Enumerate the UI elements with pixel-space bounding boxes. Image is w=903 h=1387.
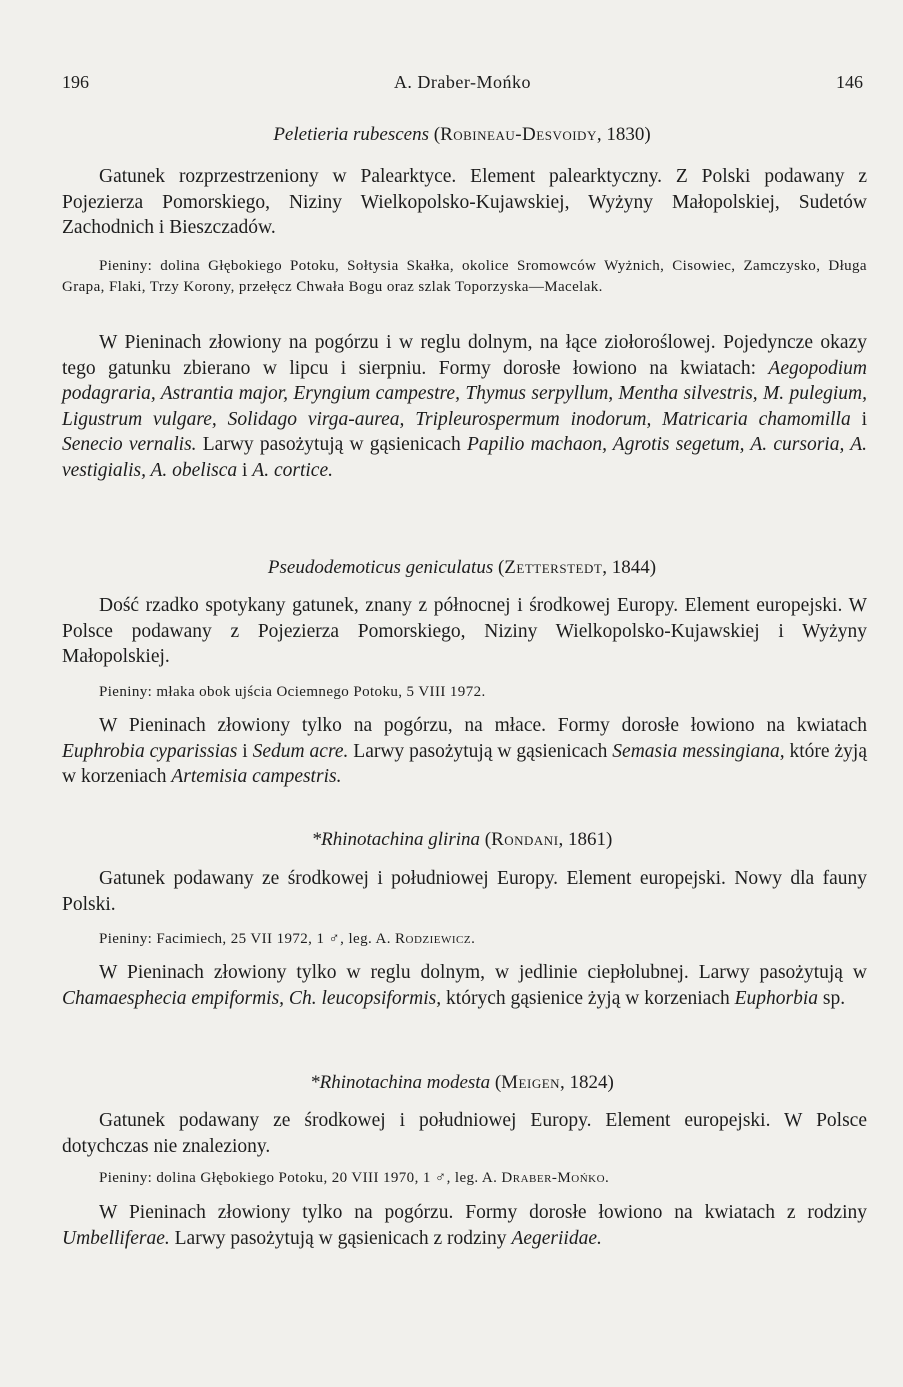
text: W Pieninach złowiony na pogórzu i w reglu dolnym, na łące ziołoroślowej. Pojedyncze okazy tego gatunku zbierano w lipcu i sierpniu. Formy dorosłe łowiono na kwiatach: (62, 332, 867, 379)
species-name: *Rhinotachina glirina (311, 829, 480, 850)
locality-record: Pieniny: dolina Głębokiego Potoku, Sołtysia Skałka, okolice Sromowców Wyżnich, Cisowiec, Zamczysko, Długa Grapa, Flaki, Trzy Korony, przełęcz Chwała Bogu oraz szlak Toporzyska—Macelak. (62, 258, 867, 295)
text: Larwy pasożytują w gąsienicach (348, 740, 613, 762)
taxon-names: Chamaesphecia empiformis, Ch. leucopsiformis, (62, 987, 442, 1009)
taxon-names: Euphrobia cyparissias (62, 740, 238, 762)
species-author: Meigen (501, 1072, 561, 1093)
taxon-names: Papilio machaon, Agrotis segetum, A. cursoria, A. vestigialis, A. obelisca (62, 434, 867, 481)
locality-record: Pieniny: młaka obok ujścia Ociemnego Potoku, 5 VIII 1972. (99, 684, 486, 700)
text: których gąsienice żyją w korzeniach (441, 987, 735, 1009)
taxon-names: Artemisia campestris. (171, 766, 342, 788)
species-heading (62, 829, 862, 851)
taxon-names: Sedum acre. (252, 740, 349, 762)
distribution-paragraph: Gatunek podawany ze środkowej i południowej Europy. Element europejski. Nowy dla fauny Polski. (62, 868, 867, 915)
species-author: Zetterstedt (504, 557, 603, 578)
locality-record (62, 929, 867, 950)
taxon-names: Aegopodium podagraria, Astrantia major, Eryngium campestre, Thymus serpyllum, Mentha silvestris, M. pulegium, Ligustrum vulgare, Solidago virga-aurea, Tripleurospermum inodorum, Matricaria chamomilla (62, 357, 867, 430)
text: i (850, 408, 867, 430)
collector-name: Rodziewicz. (395, 931, 476, 947)
text: Pieniny: dolina Głębokiego Potoku, 20 VIII 1970, 1 ♂, leg. A. (99, 1170, 502, 1186)
page-number-right: 146 (836, 72, 863, 92)
species-author: Rondani (491, 829, 559, 850)
author-year: , 1830) (596, 124, 651, 145)
taxon-names: Semasia messingiana, (612, 740, 785, 762)
species-name: Peletieria rubescens (273, 124, 429, 145)
page-number-left: 196 (62, 72, 89, 92)
text: W Pieninach złowiony tylko na pogórzu. Formy dorosłe łowiono na kwiatach z rodziny (99, 1202, 867, 1223)
author-open: ( (428, 124, 441, 145)
author-year: , 1861) (558, 829, 613, 850)
text: Larwy pasożytują w gąsienicach (196, 434, 467, 456)
species-heading (62, 557, 862, 579)
distribution-paragraph: Dość rzadko spotykany gatunek, znany z północnej i środkowej Europy. Element europejski. W Polsce podawany z Pojezierza Pomorskiego, Niziny Wielkopolsko-Kujawskiej i Wyżyny Małopolskiej. (62, 595, 867, 668)
biology-paragraph (62, 960, 867, 1011)
species-author: Robineau-Desvoidy (440, 124, 597, 145)
species-heading (62, 124, 862, 146)
text: i (237, 459, 253, 481)
text: które żyją w korzeniach (62, 740, 867, 788)
author-year: , 1824) (560, 1072, 614, 1093)
locality-record (62, 1168, 867, 1189)
species-name: *Rhinotachina modesta (310, 1072, 491, 1093)
text: sp. (818, 987, 846, 1009)
taxon-names: Euphorbia (734, 987, 819, 1009)
biology-paragraph (62, 713, 867, 790)
biology-paragraph (62, 330, 867, 484)
author-year: , 1844) (602, 557, 657, 578)
taxon-names: Senecio vernalis. (62, 434, 197, 456)
text: i (237, 740, 253, 762)
taxon-names: A. cortice. (252, 459, 333, 481)
text: Larwy pasożytują w gąsienicach z rodziny (169, 1227, 512, 1249)
biology-paragraph (62, 1200, 867, 1251)
text: Pieniny: Facimiech, 25 VII 1972, 1 ♂, leg. A. (99, 931, 396, 947)
running-author: A. Draber-Mońko (393, 72, 532, 92)
text: W Pieninach złowiony tylko w reglu dolnym, w jedlinie ciepłolubnej. Larwy pasożytują w (99, 962, 867, 983)
text: W Pieninach złowiony tylko na pogórzu, na młace. Formy dorosłe łowiono na kwiatach (99, 715, 867, 736)
author-open: ( (493, 557, 505, 578)
distribution-paragraph: Gatunek podawany ze środkowej i południowej Europy. Element europejski. W Polsce dotychczas nie znaleziony. (62, 1110, 867, 1157)
collector-name: Draber-Mońko. (501, 1170, 610, 1186)
taxon-names: Umbelliferae. (62, 1227, 170, 1249)
taxon-names: Aegeriidae. (511, 1227, 602, 1249)
species-heading (62, 1072, 862, 1094)
author-open: ( (490, 1072, 502, 1093)
species-name: Pseudodemoticus geniculatus (267, 557, 494, 578)
author-open: ( (480, 829, 492, 850)
distribution-paragraph: Gatunek rozprzestrzeniony w Palearktyce. Element palearktyczny. Z Polski podawany z Pojezierza Pomorskiego, Niziny Wielkopolsko-Kujawskiej, Wyżyny Małopolskiej, Sudetów Zachodnich i Bieszczadów. (62, 166, 867, 239)
